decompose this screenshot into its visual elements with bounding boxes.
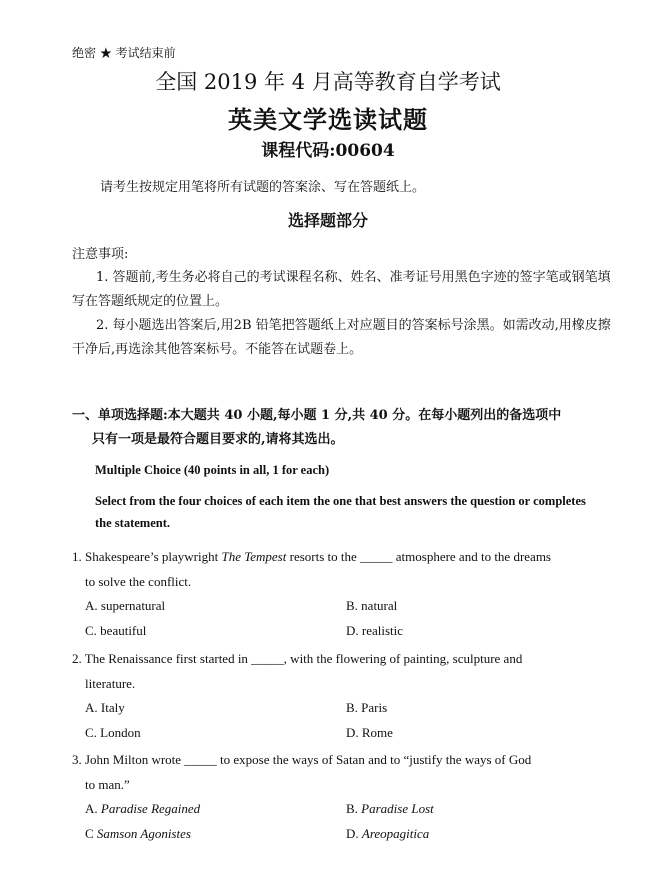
question-1-continuation: to solve the conflict. — [85, 574, 192, 589]
question-3-option-b — [346, 801, 434, 817]
question-3-option-c — [85, 826, 191, 842]
option-title: Samson Agonistes — [96, 826, 191, 841]
subject-title: 英美文学选读试题 — [228, 105, 428, 134]
question-3-option-d — [346, 826, 429, 842]
option-letter: D. — [346, 826, 362, 841]
course-code: 课程代码:00604 — [261, 141, 395, 161]
question-2-option-c: C. London — [85, 725, 141, 740]
question-1-text-end: resorts to the _____ atmosphere and to the dreams — [286, 549, 551, 564]
question-1-option-b: B. natural — [346, 598, 398, 613]
option-letter: C — [85, 826, 97, 841]
mc-heading: Multiple Choice (40 points in all, 1 for each) — [95, 463, 330, 477]
question-1-option-d: D. realistic — [346, 623, 404, 638]
question-2-option-d: D. Rome — [346, 725, 393, 740]
part1-line2: 只有一项是最符合题目要求的,请将其选出。 — [92, 432, 344, 447]
mc-description: Select from the four choices of each item the one that best answers the question or completes the statement. — [95, 494, 586, 530]
question-2-continuation: literature. — [85, 676, 136, 691]
question-2-option-a: A. Italy — [85, 700, 125, 715]
exam-title: 全国 2019 年 4 月高等教育自学考试 — [155, 70, 501, 94]
option-letter: A. — [85, 801, 101, 816]
question-3-stem — [72, 747, 607, 797]
section-title: 选择题部分 — [287, 211, 368, 230]
option-title: Paradise Lost — [361, 801, 434, 816]
question-1-option-a: A. supernatural — [85, 598, 166, 613]
notice-item-2: 2. 每小题选出答案后,用2B 铅笔把答题纸上对应题目的答案标号涂黑。如需改动,用橡皮擦干净后,再选涂其他答案标号。不能答在试题卷上。 — [72, 318, 611, 357]
question-2-stem — [72, 646, 607, 696]
question-3-text: 3. John Milton wrote _____ to expose the ways of Satan and to “justify the ways of God — [72, 752, 532, 767]
question-2-option-b: B. Paris — [346, 700, 388, 715]
question-3-option-a — [85, 801, 200, 817]
question-1-option-c: C. beautiful — [85, 623, 147, 638]
part1-heading — [72, 404, 612, 452]
question-1-text: 1. Shakespeare’s playwright — [72, 549, 222, 564]
question-3-continuation: to man.” — [85, 777, 130, 792]
question-1-stem — [72, 544, 607, 594]
question-2-text: 2. The Renaissance first started in _____, with the flowering of painting, sculpture and — [72, 651, 523, 666]
part1-line1: 一、单项选择题:本大题共 40 小题,每小题 1 分,共 40 分。在每小题列出的备选项中 — [72, 408, 562, 423]
instruction-text: 请考生按规定用笔将所有试题的答案涂、写在答题纸上。 — [100, 180, 426, 195]
notice-heading: 注意事项: — [72, 247, 129, 262]
option-title: Paradise Regained — [100, 801, 201, 816]
question-1-work-title: The Tempest — [221, 549, 287, 564]
option-title: Areopagitica — [361, 826, 430, 841]
confidential-label: 绝密 ★ 考试结束前 — [72, 46, 176, 60]
option-letter: B. — [346, 801, 362, 816]
notice-item-1: 1. 答题前,考生务必将自己的考试课程名称、姓名、准考证号用黑色字迹的签字笔或钢笔填写在答题纸规定的位置上。 — [72, 270, 611, 309]
